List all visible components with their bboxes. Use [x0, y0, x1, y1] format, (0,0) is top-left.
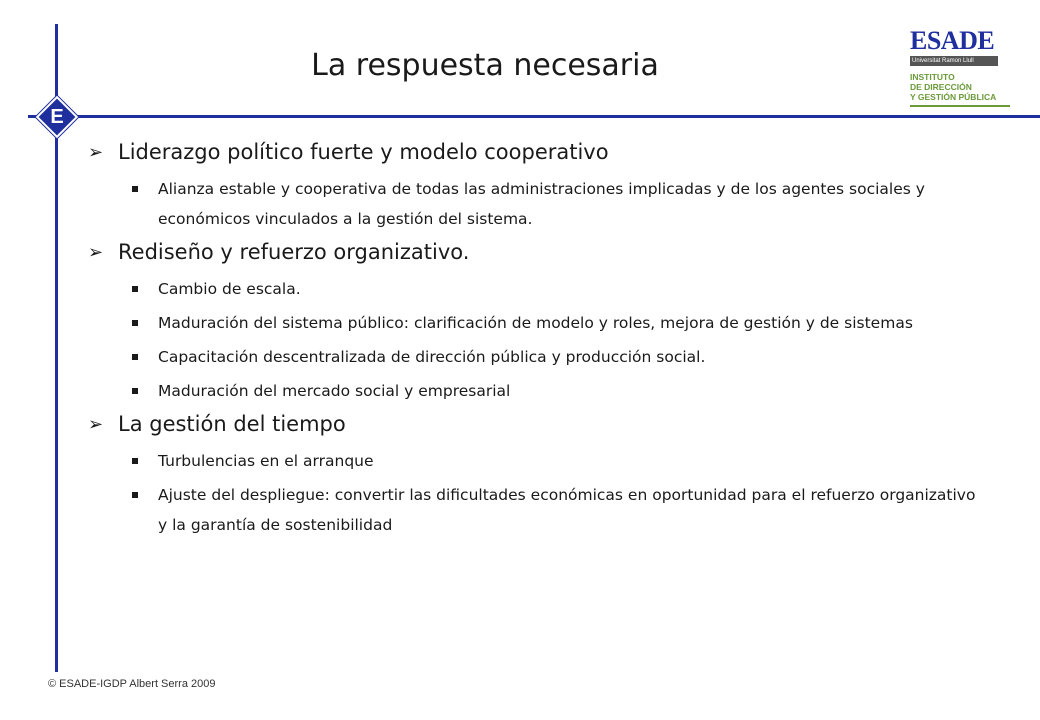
- bullet-text: Ajuste del despliegue: convertir las dificultades económicas en oportunidad para el refuerzo organizativo y la garantía de sostenibilidad: [158, 486, 976, 534]
- bullet-item: [130, 174, 988, 234]
- bullet-text: Alianza estable y cooperativa de todas las administraciones implicadas y de los agentes sociales y económicos vinculados a la gestión del sistema.: [158, 180, 925, 228]
- arrow-bullet-icon: ➢: [88, 413, 104, 435]
- logo-wordmark: [910, 28, 1010, 54]
- bullet-text: Maduración del mercado social y empresarial: [158, 382, 511, 400]
- horizontal-rule: [28, 115, 1040, 118]
- bullet-text: Maduración del sistema público: clarificación de modelo y roles, mejora de gestión y de sistemas: [158, 314, 913, 332]
- arrow-bullet-icon: ➢: [88, 241, 104, 263]
- logo-underline: [910, 105, 1010, 107]
- slide-content: [88, 140, 988, 544]
- section-heading-text: Rediseño y refuerzo organizativo.: [118, 240, 470, 264]
- logo-word-main: ESAD: [910, 26, 978, 55]
- logo-university-bar: Universitat Ramon Llull: [910, 56, 998, 66]
- logo-institute: [910, 72, 1010, 102]
- section-heading: [88, 412, 988, 436]
- section-heading: [88, 240, 988, 264]
- logo-institute-line: INSTITUTO: [910, 72, 955, 82]
- arrow-bullet-icon: ➢: [88, 141, 104, 163]
- square-bullet-icon: [130, 274, 158, 304]
- footer-copyright: © ESADE-IGDP Albert Serra 2009: [48, 678, 216, 690]
- square-bullet-icon: [130, 446, 158, 476]
- logo-institute-line: DE DIRECCIÓN: [910, 82, 972, 92]
- logo-word-last: E: [977, 26, 995, 55]
- logo-institute-line: Y GESTIÓN PÚBLICA: [910, 92, 997, 102]
- section-heading-text: La gestión del tiempo: [118, 412, 346, 436]
- square-bullet-icon: [130, 342, 158, 372]
- section-heading: [88, 140, 988, 164]
- square-bullet-icon: [130, 174, 158, 234]
- slide-title: La respuesta necesaria: [311, 48, 659, 83]
- bullet-text: Capacitación descentralizada de dirección pública y producción social.: [158, 348, 706, 366]
- section-heading-text: Liderazgo político fuerte y modelo cooperativo: [118, 140, 609, 164]
- bullet-item: [130, 480, 988, 540]
- square-bullet-icon: [130, 376, 158, 406]
- bullet-text: Turbulencias en el arranque: [158, 452, 374, 470]
- bullet-item: [130, 446, 988, 476]
- bullet-item: [130, 342, 988, 372]
- square-bullet-icon: [130, 308, 158, 338]
- square-bullet-icon: [130, 480, 158, 540]
- esade-logo: [910, 28, 1010, 107]
- bullet-text: Cambio de escala.: [158, 280, 301, 298]
- corner-mark-letter: E: [50, 106, 64, 128]
- bullet-item: [130, 274, 988, 304]
- bullet-item: [130, 308, 988, 338]
- bullet-item: [130, 376, 988, 406]
